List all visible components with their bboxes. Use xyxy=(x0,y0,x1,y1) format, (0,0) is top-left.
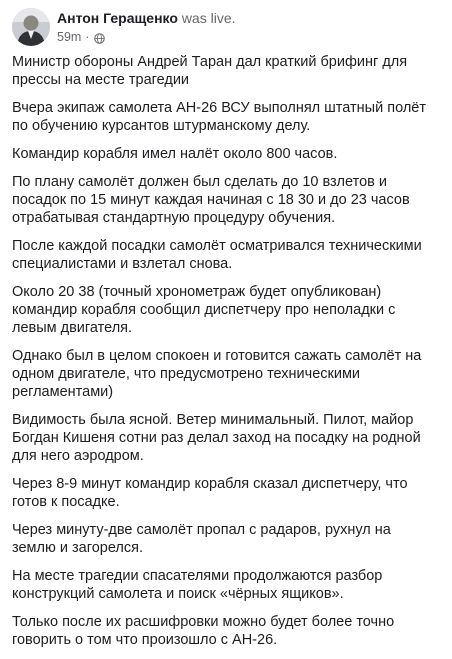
post-paragraph: Вчера экипаж самолета АН-26 ВСУ выполнял штатный полёт по обучению курсантов штурманскому делу. xyxy=(12,100,426,134)
post-paragraph: Через 8-9 минут командир корабля сказал диспетчеру, что готов к посадке. xyxy=(12,476,408,510)
avatar-image xyxy=(12,8,50,46)
post-paragraph: На месте трагедии спасателями продолжаются разбор конструкций самолета и поиск «чёрных ящиков». xyxy=(12,568,383,602)
post-paragraph: Только после их расшифровки можно будет более точно говорить о том что произошло с АН-26. xyxy=(12,614,395,648)
post-paragraph: Около 20 38 (точный хронометраж будет опубликован) командир корабля сообщил диспетчеру про неполадки с левым двигателя. xyxy=(12,284,396,336)
globe-icon[interactable] xyxy=(94,32,105,43)
author-name[interactable]: Антон Геращенко xyxy=(57,10,178,26)
post-paragraph: Командир корабля имел налёт около 800 часов. xyxy=(12,146,338,162)
post-paragraph: Видимость была ясной. Ветер минимальный. Пилот, майор Богдан Кишеня сотни раз делал заход на посадку на родной для него аэродром. xyxy=(12,412,421,464)
post-timestamp[interactable]: 59m xyxy=(57,30,82,44)
author-status: was live. xyxy=(181,10,236,26)
post-paragraph: Через минуту-две самолёт пропал с радаров, рухнул на землю и загорелся. xyxy=(12,522,391,556)
post-body xyxy=(12,53,444,659)
post-paragraph: Однако был в целом спокоен и готовится сажать самолёт на одном двигателе, что предусмотрено техническими регламентами) xyxy=(12,348,422,400)
meta-separator: · xyxy=(85,30,90,44)
post-paragraph: Министр обороны Андрей Таран дал краткий брифинг для прессы на месте трагедии xyxy=(12,54,408,88)
author-line xyxy=(57,10,236,27)
author-avatar[interactable] xyxy=(12,8,50,46)
post-paragraph: По плану самолёт должен был сделать до 10 взлетов и посадок по 15 минут каждая начиная с 18 30 и до 23 часов отрабатывая стандартную процедуру обучения. xyxy=(12,174,410,226)
post-paragraph: После каждой посадки самолёт осматривался техническими специалистами и взлетал снова. xyxy=(12,238,422,272)
post-meta xyxy=(57,29,105,45)
